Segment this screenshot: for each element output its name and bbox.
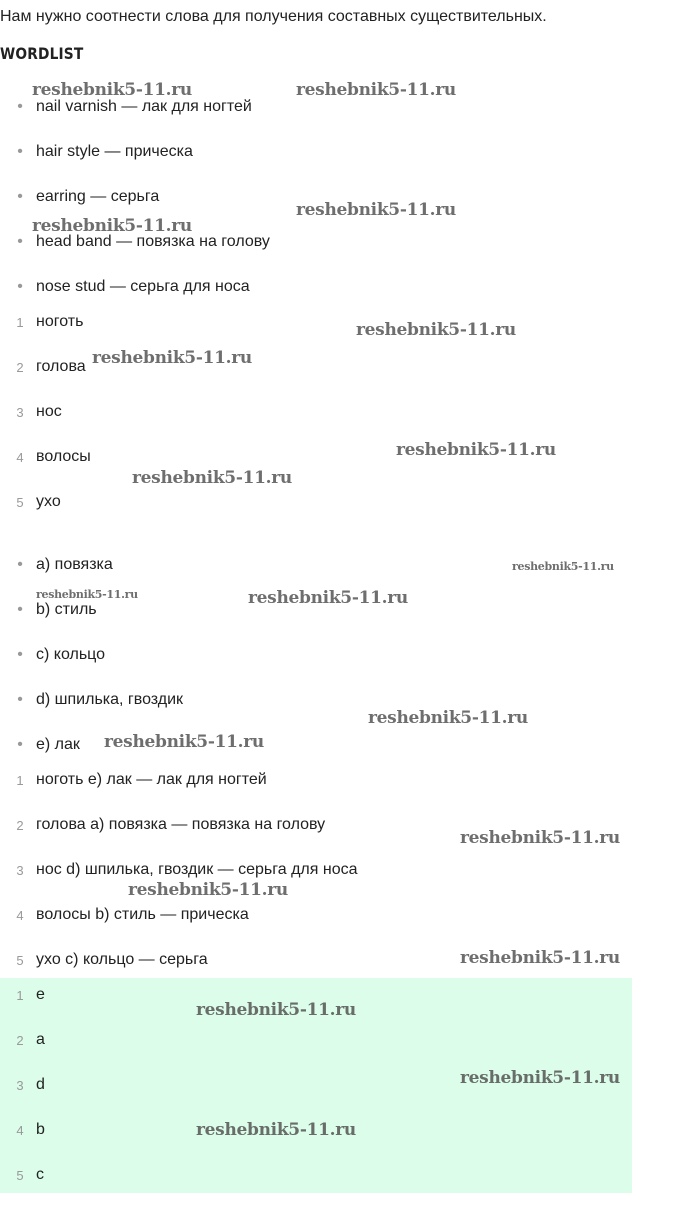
answer-item: 4 b (0, 1120, 632, 1144)
bullet-icon: • (17, 278, 23, 295)
bullet-icon: • (17, 601, 23, 618)
item-number: 2 (16, 1033, 24, 1048)
item-number: 5 (16, 953, 24, 968)
word-item: 4 волосы (0, 447, 632, 471)
answer-item: 2 a (0, 1030, 632, 1054)
watermark: reshebnik5-11.ru (460, 1068, 620, 1088)
wordlist-heading: WORDLIST (0, 44, 84, 63)
watermark: reshebnik5-11.ru (396, 440, 556, 460)
watermark: reshebnik5-11.ru (460, 948, 620, 968)
list-item: • nail varnish — лак для ногтей (0, 97, 632, 121)
list-item: • hair style — прическа (0, 142, 632, 166)
item-number: 4 (16, 450, 24, 465)
match-item: 4 волосы b) стиль — прическа (0, 905, 632, 929)
word-item: 3 нос (0, 402, 632, 426)
match-item: 3 нос d) шпилька, гвоздик — серьга для носа (0, 860, 632, 884)
word-item: 1 ноготь (0, 312, 632, 336)
answer-item: 3 d (0, 1075, 632, 1099)
list-item: • earring — серьга (0, 187, 632, 211)
watermark: reshebnik5-11.ru (132, 468, 292, 488)
bullet-icon: • (17, 98, 23, 115)
watermark: reshebnik5-11.ru (128, 880, 288, 900)
match-item: 2 голова a) повязка — повязка на голову (0, 815, 632, 839)
watermark: reshebnik5-11.ru (460, 828, 620, 848)
item-number: 1 (16, 773, 24, 788)
watermark: reshebnik5-11.ru (32, 80, 192, 100)
item-number: 3 (16, 863, 24, 878)
watermark: reshebnik5-11.ru (32, 216, 192, 236)
watermark: reshebnik5-11.ru (248, 588, 408, 608)
word-item: 5 ухо (0, 492, 632, 516)
match-item: 5 ухо c) кольцо — серьга (0, 950, 632, 974)
watermark: reshebnik5-11.ru (36, 588, 138, 601)
option-item: • a) повязка (0, 555, 632, 579)
watermark: reshebnik5-11.ru (368, 708, 528, 728)
option-item: • b) стиль (0, 600, 632, 624)
option-item: • c) кольцо (0, 645, 632, 669)
list-item: • nose stud — серьга для носа (0, 277, 632, 301)
bullet-icon: • (17, 188, 23, 205)
watermark: reshebnik5-11.ru (196, 1120, 356, 1140)
watermark: reshebnik5-11.ru (296, 200, 456, 220)
item-number: 1 (16, 315, 24, 330)
answer-item: 1 e (0, 985, 632, 1009)
item-number: 5 (16, 1168, 24, 1183)
item-number: 5 (16, 495, 24, 510)
watermark: reshebnik5-11.ru (512, 560, 614, 573)
list-item: • head band — повязка на голову (0, 232, 632, 256)
watermark: reshebnik5-11.ru (104, 732, 264, 752)
bullet-icon: • (17, 233, 23, 250)
answer-item: 5 c (0, 1165, 632, 1189)
option-item: • e) лак (0, 735, 632, 759)
bullet-icon: • (17, 556, 23, 573)
watermark: reshebnik5-11.ru (356, 320, 516, 340)
item-number: 2 (16, 360, 24, 375)
item-number: 1 (16, 988, 24, 1003)
watermark: reshebnik5-11.ru (196, 1000, 356, 1020)
watermark: reshebnik5-11.ru (296, 80, 456, 100)
bullet-icon: • (17, 691, 23, 708)
bullet-icon: • (17, 646, 23, 663)
match-item: 1 ноготь e) лак — лак для ногтей (0, 770, 632, 794)
intro-text: Нам нужно соотнести слова для получения составных существительных. (0, 8, 547, 25)
option-item: • d) шпилька, гвоздик (0, 690, 632, 714)
item-number: 3 (16, 1078, 24, 1093)
bullet-icon: • (17, 736, 23, 753)
word-item: 2 голова (0, 357, 632, 381)
bullet-icon: • (17, 143, 23, 160)
watermark: reshebnik5-11.ru (92, 348, 252, 368)
item-number: 4 (16, 908, 24, 923)
item-number: 4 (16, 1123, 24, 1138)
item-number: 2 (16, 818, 24, 833)
item-number: 3 (16, 405, 24, 420)
